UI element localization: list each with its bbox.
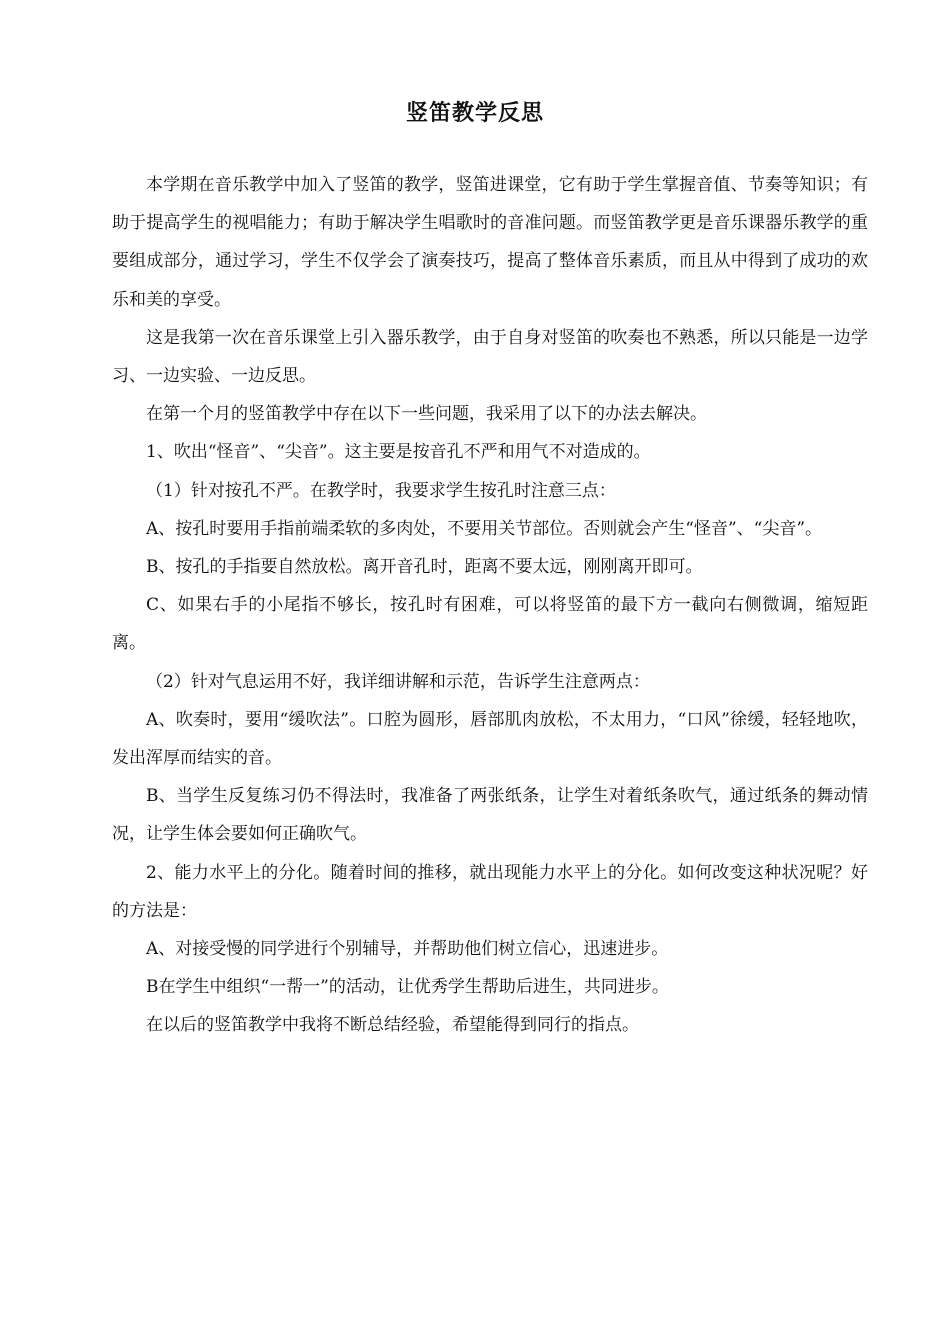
paragraph-first-time: 这是我第一次在音乐课堂上引入器乐教学，由于自身对竖笛的吹奏也不熟悉，所以只能是一边学习、一边实验、一边反思。: [112, 327, 868, 387]
paragraph-method-a: A、对接受慢的同学进行个别辅导，并帮助他们树立信心，迅速进步。: [146, 939, 669, 960]
paragraph-subitem-1: （1）针对按孔不严。在教学时，我要求学生按孔时注意三点：: [146, 480, 616, 501]
paragraph-point-b: B、按孔的手指要自然放松。离开音孔时，距离不要太远，刚刚离开即可。: [146, 557, 703, 578]
paragraph-item-1: 1、吹出“怪音”、“尖音”。这主要是按音孔不严和用气不对造成的。: [146, 442, 651, 463]
document-title: 竖笛教学反思: [405, 100, 544, 126]
paragraph-breath-a: A、吹奏时，要用“缓吹法”。口腔为圆形，唇部肌肉放松，不太用力，“口风”徐缓，轻轻地吹，发出浑厚而结实的音。: [112, 709, 868, 769]
paragraph-point-a: A、按孔时要用手指前端柔软的多肉处，不要用关节部位。否则就会产生“怪音”、“尖音”。: [146, 518, 823, 539]
paragraph-breath-b: B、当学生反复练习仍不得法时，我准备了两张纸条，让学生对着纸条吹气，通过纸条的舞动情况，让学生体会要如何正确吹气。: [112, 786, 868, 845]
paragraph-item-2: 2、能力水平上的分化。随着时间的推移，就出现能力水平上的分化。如何改变这种状况呢？好的方法是：: [112, 862, 868, 921]
paragraph-closing: 在以后的竖笛教学中我将不断总结经验，希望能得到同行的指点。: [146, 1015, 639, 1036]
document-body: [112, 166, 868, 1045]
paragraph-method-b: B在学生中组织“一帮一”的活动，让优秀学生帮助后进生，共同进步。: [146, 977, 669, 998]
paragraph-problems-intro: 在第一个月的竖笛教学中存在以下一些问题，我采用了以下的办法去解决。: [146, 404, 707, 425]
paragraph-point-c: C、如果右手的小尾指不够长，按孔时有困难，可以将竖笛的最下方一截向右侧微调，缩短距离。: [112, 595, 868, 654]
paragraph-intro: 本学期在音乐教学中加入了竖笛的教学，竖笛进课堂，它有助于学生掌握音值、节奏等知识；有助于提高学生的视唱能力；有助于解决学生唱歌时的音准问题。而竖笛教学更是音乐课器乐教学的重要组成部分，通过学习，学生不仅学会了演奏技巧，提高了整体音乐素质，而且从中得到了成功的欢乐和美的享受。: [112, 175, 868, 310]
paragraph-subitem-2: （2）针对气息运用不好，我详细讲解和示范，告诉学生注意两点：: [146, 671, 650, 692]
